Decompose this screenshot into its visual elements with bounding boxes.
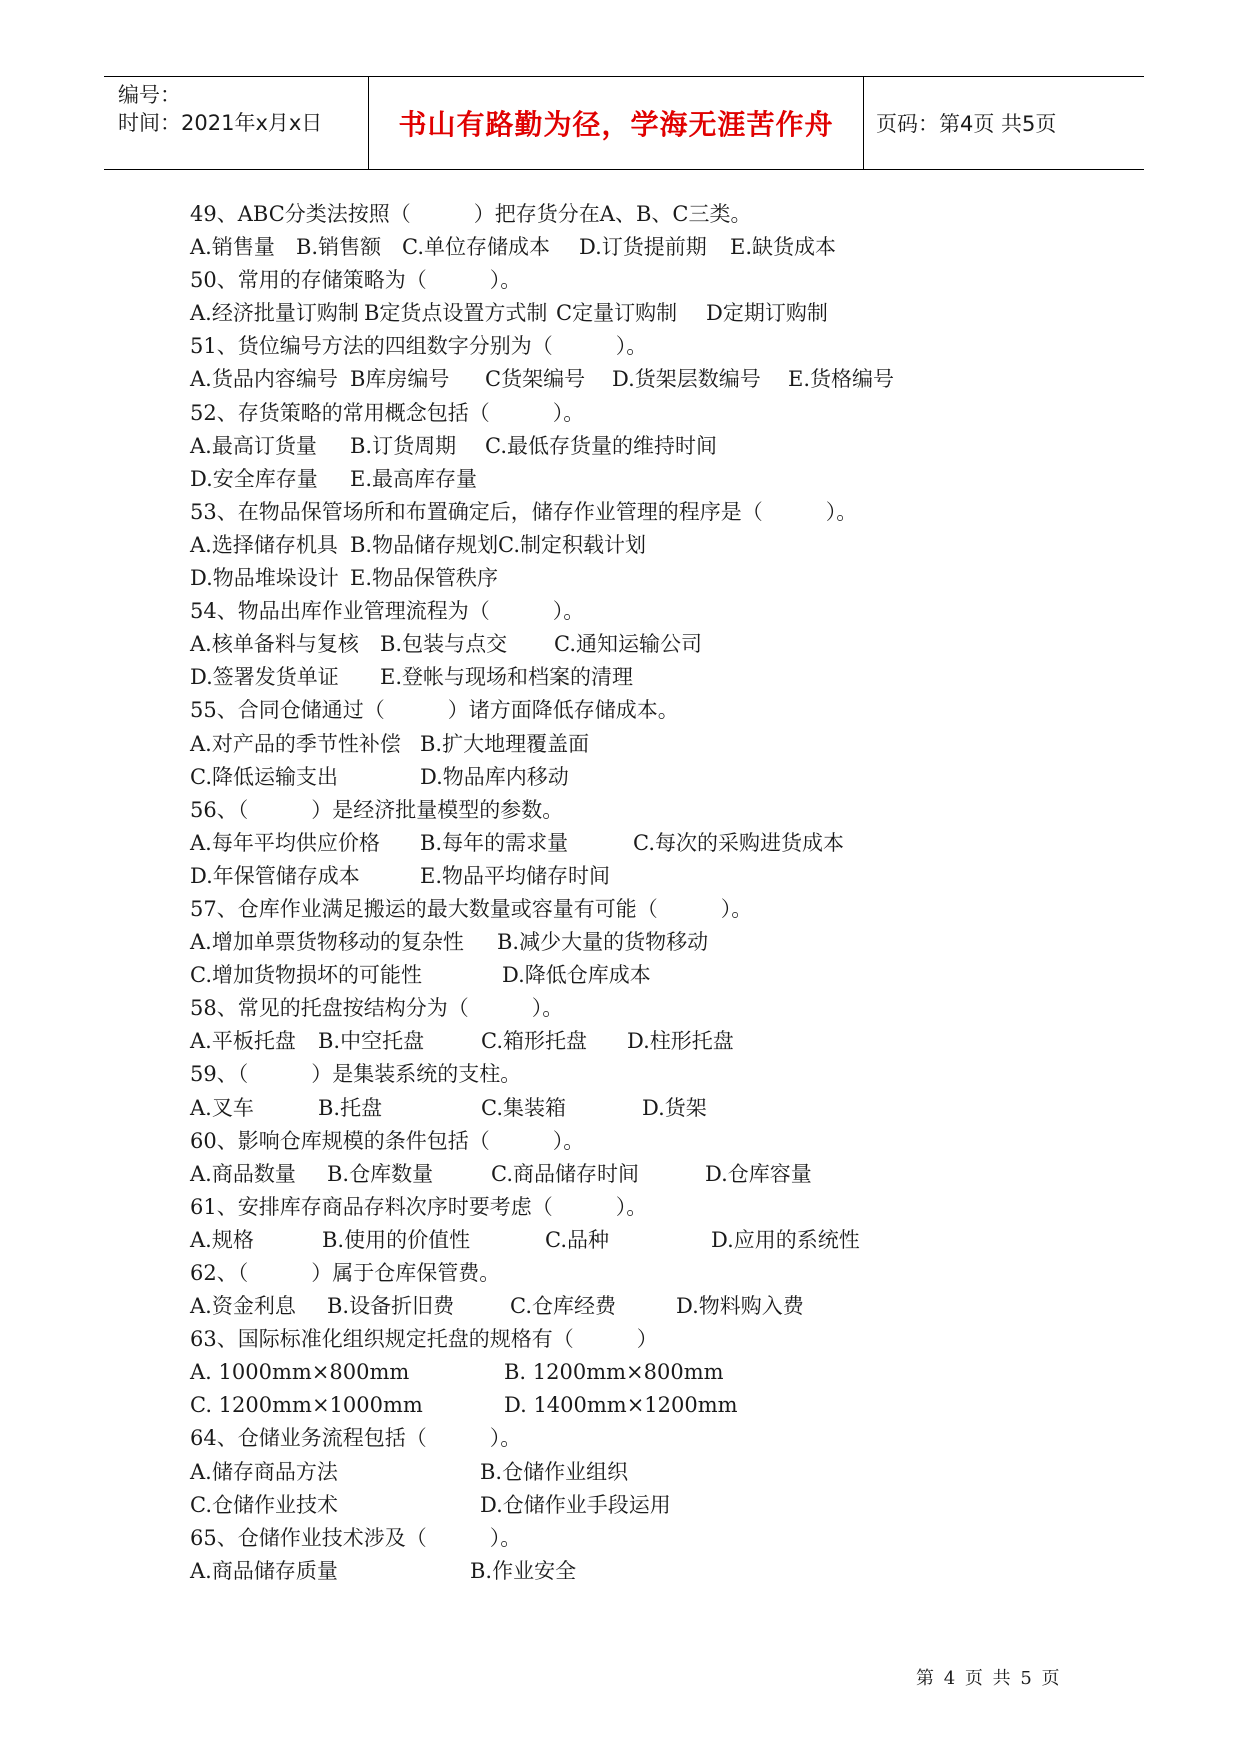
answer-option: C.单位存储成本 — [402, 235, 550, 260]
page-header — [104, 76, 1144, 170]
option-row — [190, 926, 1070, 959]
question-text: 58、常见的托盘按结构分为（ ）。 — [190, 996, 564, 1021]
motto-text: 书山有路勤为径，学海无涯苦作舟 — [398, 108, 834, 141]
answer-option: C定量订购制 — [556, 301, 678, 326]
question-text: 52、存货策略的常用概念包括（ ）。 — [190, 400, 585, 425]
option-row — [190, 1092, 1070, 1125]
option-row — [190, 297, 1070, 330]
header-page-info: 页码：第4页 共5页 — [876, 112, 1057, 136]
question-text: 53、在物品保管场所和布置确定后，储存作业管理的程序是（ ）。 — [190, 499, 858, 524]
answer-option: B.仓储作业组织 — [480, 1459, 629, 1484]
answer-option: E.货格编号 — [788, 367, 895, 392]
answer-option: C.每次的采购进货成本 — [633, 830, 844, 855]
answer-option: E.缺货成本 — [730, 235, 837, 260]
question-text: 49、ABC分类法按照（ ）把存货分在A、B、C三类。 — [190, 202, 752, 226]
answer-option: D.降低仓库成本 — [502, 963, 651, 988]
answer-option: A.增加单票货物移动的复杂性 — [190, 930, 464, 955]
question-text: 56、（ ）是经济批量模型的参数。 — [190, 797, 564, 822]
answer-option: A.核单备料与复核 — [190, 632, 359, 657]
answer-option: D定期订购制 — [706, 301, 828, 326]
option-row — [190, 430, 1070, 463]
option-row — [190, 728, 1070, 761]
page-footer: 第 4 页 共 5 页 — [916, 1668, 1062, 1689]
question-text: 50、常用的存储策略为（ ）。 — [190, 268, 522, 293]
answer-option: C.通知运输公司 — [554, 632, 702, 657]
answer-option: C货架编号 — [485, 367, 586, 392]
answer-option: B.物品储存规划 — [350, 532, 499, 557]
option-row — [190, 1356, 1070, 1389]
answer-option: C.降低运输支出 — [190, 764, 338, 789]
question-text: 65、仓储作业技术涉及（ ）。 — [190, 1525, 522, 1550]
answer-option: E.最高库存量 — [350, 466, 478, 491]
answer-option: B.包装与点交 — [380, 632, 508, 657]
answer-option: A.叉车 — [190, 1095, 254, 1120]
answer-option: D.物品库内移动 — [420, 764, 569, 789]
document-number-label: 编号： — [118, 83, 181, 107]
option-row — [190, 661, 1070, 694]
answer-option: E.物品平均储存时间 — [420, 863, 611, 888]
answer-option: C.仓储作业技术 — [190, 1492, 338, 1517]
answer-option: C.仓库经费 — [510, 1294, 616, 1319]
answer-option: E.登帐与现场和档案的清理 — [380, 665, 634, 690]
option-row — [190, 529, 1070, 562]
answer-option: B.中空托盘 — [318, 1029, 425, 1054]
option-row — [190, 1489, 1070, 1522]
answer-option: A.销售量 — [190, 235, 275, 260]
question-text: 61、安排库存商品存料次序时要考虑（ ）。 — [190, 1194, 648, 1219]
answer-option: D. 1400mm×1200mm — [504, 1393, 738, 1418]
document-time-label: 时间：2021年x月x日 — [118, 111, 323, 135]
answer-option: B.使用的价值性 — [322, 1227, 471, 1252]
option-row — [190, 1158, 1070, 1191]
answer-option: B.每年的需求量 — [420, 830, 569, 855]
answer-option: A.对产品的季节性补偿 — [190, 731, 401, 756]
option-row — [190, 231, 1070, 264]
answer-option: D.物料购入费 — [676, 1294, 804, 1319]
answer-option: A. 1000mm×800mm — [190, 1360, 410, 1385]
answer-option: B库房编号 — [350, 367, 450, 392]
answer-option: E.物品保管秩序 — [350, 566, 499, 591]
answer-option: C.品种 — [545, 1227, 609, 1252]
answer-option: D.签署发货单证 — [190, 665, 339, 690]
option-row — [190, 1025, 1070, 1058]
option-row — [190, 761, 1070, 794]
answer-option: A.最高订货量 — [190, 433, 317, 458]
answer-option: D.柱形托盘 — [627, 1029, 734, 1054]
option-row — [190, 1224, 1070, 1257]
answer-option: B.设备折旧费 — [327, 1294, 455, 1319]
answer-option: D.年保管储存成本 — [190, 863, 360, 888]
answer-option: D.订货提前期 — [579, 235, 707, 260]
option-row — [190, 827, 1070, 860]
question-text: 51、货位编号方法的四组数字分别为（ ）。 — [190, 334, 648, 359]
header-motto-cell — [368, 77, 864, 169]
answer-option: C.商品储存时间 — [491, 1161, 639, 1186]
question-text: 57、仓库作业满足搬运的最大数量或容量有可能（ ）。 — [190, 896, 753, 921]
answer-option: A.每年平均供应价格 — [190, 830, 380, 855]
answer-option: B. 1200mm×800mm — [504, 1360, 724, 1385]
option-row — [190, 860, 1070, 893]
header-left-cell — [104, 77, 368, 169]
answer-option: B.仓库数量 — [327, 1161, 434, 1186]
answer-option: B.作业安全 — [470, 1558, 577, 1583]
question-text: 55、合同仓储通过（ ）诸方面降低存储成本。 — [190, 698, 679, 723]
question-text: 54、物品出库作业管理流程为（ ）。 — [190, 599, 585, 624]
answer-option: B.扩大地理覆盖面 — [420, 731, 590, 756]
option-row — [190, 1456, 1070, 1489]
answer-option: D.安全库存量 — [190, 466, 318, 491]
question-text: 62、（ ）属于仓库保管费。 — [190, 1261, 501, 1285]
answer-option: B定货点设置方式制 — [364, 301, 548, 326]
answer-option: A.平板托盘 — [190, 1029, 296, 1054]
question-text: 64、仓储业务流程包括（ ）。 — [190, 1426, 522, 1451]
answer-option: D.物品堆垛设计 — [190, 566, 339, 591]
answer-option: B.销售额 — [296, 235, 382, 260]
answer-option: D.应用的系统性 — [711, 1227, 860, 1252]
option-row — [190, 959, 1070, 992]
option-row — [190, 562, 1070, 595]
answer-option: B.减少大量的货物移动 — [497, 930, 709, 955]
header-page-cell — [862, 77, 1144, 169]
question-text: 59、（ ）是集装系统的支柱。 — [190, 1062, 522, 1087]
answer-option: A.选择储存机具 — [190, 532, 338, 557]
answer-option: A.商品数量 — [190, 1161, 296, 1186]
answer-option: A.经济批量订购制 — [190, 301, 359, 326]
answer-option: A.货品内容编号 — [190, 367, 338, 392]
question-text: 63、国际标准化组织规定托盘的规格有（ ） — [190, 1327, 658, 1352]
option-row — [190, 363, 1070, 396]
answer-option: C.最低存货量的维持时间 — [485, 433, 717, 458]
answer-option: D.仓储作业手段运用 — [480, 1492, 671, 1517]
answer-option: A.资金利息 — [190, 1294, 296, 1319]
question-text: 60、影响仓库规模的条件包括（ ）。 — [190, 1128, 585, 1153]
answer-option: C.箱形托盘 — [481, 1029, 587, 1054]
option-row — [190, 1290, 1070, 1323]
answer-option: D.仓库容量 — [705, 1161, 812, 1186]
answer-option: C.集装箱 — [481, 1095, 566, 1120]
option-row — [190, 463, 1070, 496]
answer-option: B.托盘 — [318, 1095, 383, 1120]
answer-option: D.货架层数编号 — [612, 367, 761, 392]
answer-option: C. 1200mm×1000mm — [190, 1393, 423, 1418]
answer-option: C.增加货物损坏的可能性 — [190, 963, 422, 988]
option-row — [190, 1555, 1070, 1588]
answer-option: B.订货周期 — [350, 433, 457, 458]
answer-option: A.储存商品方法 — [190, 1459, 338, 1484]
answer-option: A.商品储存质量 — [190, 1558, 338, 1583]
option-row — [190, 1389, 1070, 1422]
option-row — [190, 628, 1070, 661]
answer-option: C.制定积载计划 — [498, 532, 646, 557]
answer-option: A.规格 — [190, 1227, 254, 1252]
answer-option: D.货架 — [642, 1095, 707, 1120]
question-list — [190, 198, 1070, 1588]
